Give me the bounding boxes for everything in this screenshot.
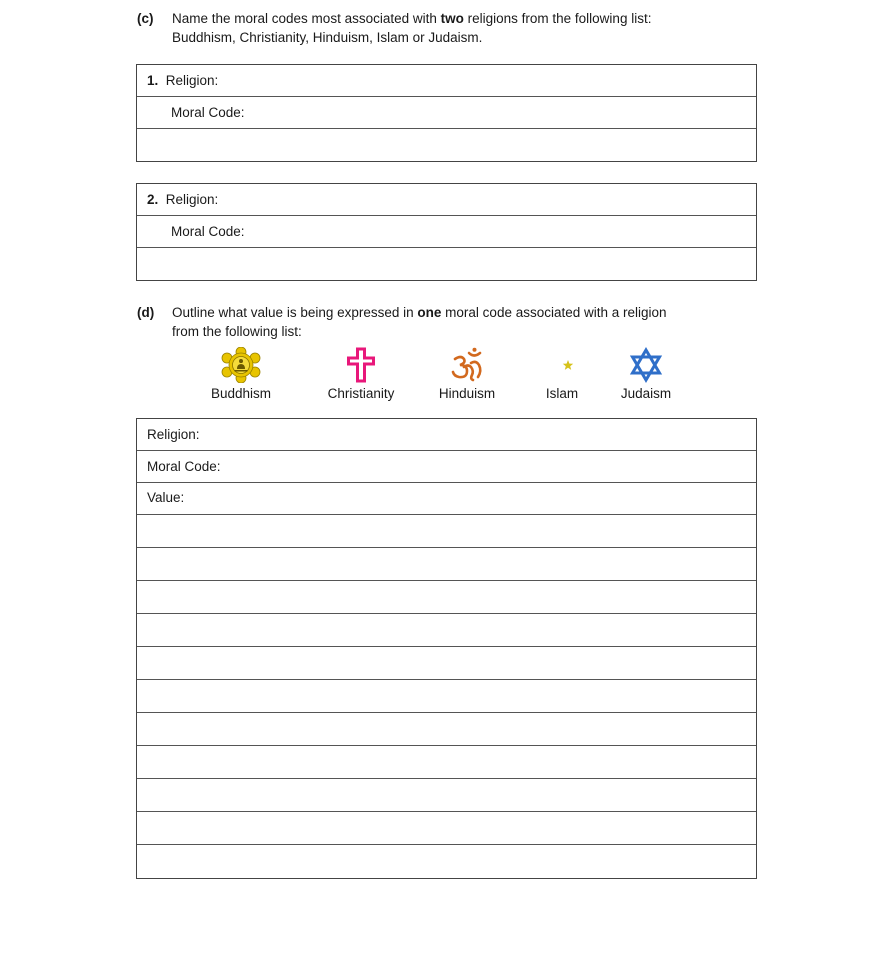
religion-name: Christianity [327, 386, 395, 401]
answer-box-1 [136, 64, 757, 162]
answer-line[interactable] [137, 713, 756, 746]
religion-islam [532, 346, 592, 401]
answer-line[interactable] [137, 129, 756, 161]
religion-label: Religion: [165, 192, 219, 207]
religion-label: Religion: [147, 427, 200, 442]
answer-line[interactable] [137, 515, 756, 548]
religion-label: Religion: [165, 73, 219, 88]
value-row-d[interactable] [137, 483, 756, 515]
religion-hinduism [428, 346, 506, 401]
religion-judaism [608, 346, 684, 401]
moral-code-label: Moral Code: [171, 224, 245, 239]
religion-buddhism [200, 346, 282, 401]
answer-line[interactable] [137, 647, 756, 680]
religion-christianity [320, 346, 402, 401]
religion-name: Hinduism [438, 386, 496, 401]
answer-line[interactable] [137, 680, 756, 713]
answer-box-d [136, 418, 757, 879]
question-d-text: Outline what value is being expressed in one moral code associated with a religion from the following list: [172, 305, 667, 339]
answer-line[interactable] [137, 248, 756, 280]
religion-name: Judaism [620, 386, 672, 401]
om-icon [450, 347, 484, 383]
question-d-label: (d) [137, 305, 155, 320]
question-d-line2: from the following list: [172, 324, 302, 339]
answer-line[interactable] [137, 746, 756, 779]
dharma-wheel-icon [221, 347, 261, 383]
answer-line[interactable] [137, 548, 756, 581]
answer-line[interactable] [137, 845, 756, 878]
answer-line[interactable] [137, 779, 756, 812]
answer-line[interactable] [137, 614, 756, 647]
question-c-line2: Buddhism, Christianity, Hinduism, Islam or Judaism. [172, 30, 483, 45]
religion-name: Buddhism [210, 386, 272, 401]
moral-code-row-2[interactable] [137, 216, 756, 248]
moral-code-row-d[interactable] [137, 451, 756, 483]
religion-name: Islam [545, 386, 579, 401]
answer-line[interactable] [137, 581, 756, 614]
star-of-david-icon [628, 347, 664, 383]
religion-row-d[interactable] [137, 419, 756, 451]
moral-code-label: Moral Code: [147, 459, 221, 474]
value-label: Value: [147, 490, 185, 505]
crescent-star-icon [546, 347, 578, 383]
answer-box-2 [136, 183, 757, 281]
moral-code-label: Moral Code: [171, 105, 245, 120]
religion-icons [0, 346, 892, 406]
question-c-label: (c) [137, 11, 154, 26]
moral-code-row-1[interactable] [137, 97, 756, 129]
answer-line[interactable] [137, 812, 756, 845]
cross-icon [345, 347, 377, 383]
question-c-text: Name the moral codes most associated with two religions from the following list: Buddhism, Christianity, Hinduism, Islam or Judaism. [172, 11, 652, 45]
religion-row-1[interactable]: 1. Religion: [137, 65, 756, 97]
religion-row-2[interactable]: 2. Religion: [137, 184, 756, 216]
